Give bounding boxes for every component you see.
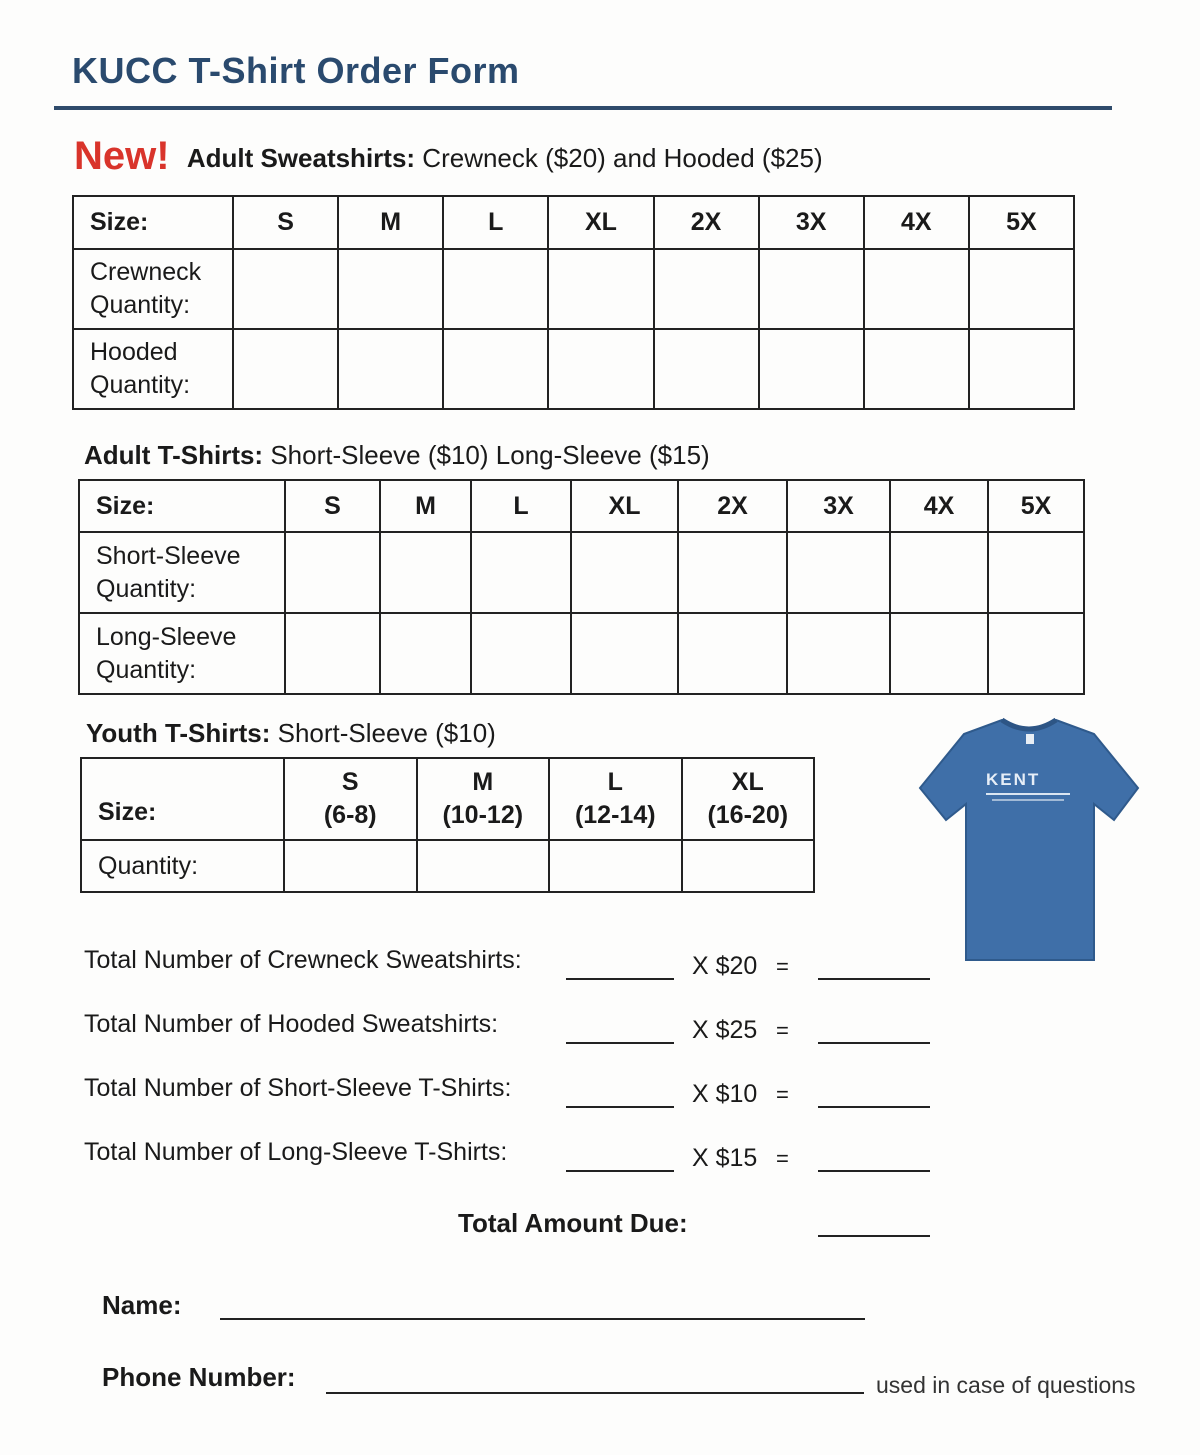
- crewneck-quantity-row: [73, 249, 1074, 329]
- quantity-cell[interactable]: [338, 329, 443, 409]
- subtotal-blank[interactable]: [818, 1042, 930, 1044]
- quantity-cell[interactable]: [759, 249, 864, 329]
- quantity-cell[interactable]: [443, 329, 548, 409]
- unit-price: X $10: [692, 1080, 758, 1108]
- youth-size: XL: [731, 768, 764, 796]
- row-label: [79, 613, 285, 694]
- total-label: Total Number of Long-Sleeve T-Shirts:: [84, 1138, 508, 1166]
- name-label: Name:: [102, 1290, 182, 1320]
- youth-size-header: [549, 758, 682, 840]
- sweatshirts-description: Crewneck ($20) and Hooded ($25): [422, 143, 823, 173]
- size-header: 2X: [654, 196, 759, 249]
- equals-sign: =: [776, 1018, 789, 1043]
- quantity-cell[interactable]: [471, 532, 571, 613]
- equals-sign: =: [776, 954, 789, 979]
- size-header: XL: [548, 196, 653, 249]
- size-label: Size:: [79, 480, 285, 532]
- quantity-cell[interactable]: [380, 613, 471, 694]
- title-divider: [54, 106, 1112, 110]
- row-label-line2: Quantity:: [90, 371, 191, 399]
- shirt-logo-text: KENT: [986, 770, 1041, 789]
- row-label: [73, 249, 233, 329]
- unit-price: X $15: [692, 1144, 758, 1172]
- row-label: [73, 329, 233, 409]
- row-label-line1: Crewneck: [90, 258, 202, 286]
- youth-size-range: (16-20): [707, 801, 789, 829]
- youth-size-range: (12-14): [574, 801, 656, 829]
- total-label: Total Number of Hooded Sweatshirts:: [84, 1010, 499, 1038]
- phone-field[interactable]: [326, 1392, 864, 1394]
- quantity-blank[interactable]: [566, 1106, 674, 1108]
- quantity-cell[interactable]: [969, 329, 1074, 409]
- youth-tshirts-table: [80, 757, 815, 893]
- total-amount-due-label: Total Amount Due:: [458, 1208, 688, 1238]
- quantity-cell[interactable]: [417, 840, 550, 892]
- quantity-cell[interactable]: [787, 613, 890, 694]
- size-header: 3X: [759, 196, 864, 249]
- subtotal-blank[interactable]: [818, 1170, 930, 1172]
- quantity-cell[interactable]: [548, 329, 653, 409]
- quantity-cell[interactable]: [284, 840, 417, 892]
- size-header: S: [285, 480, 380, 532]
- quantity-cell[interactable]: [864, 329, 969, 409]
- equals-sign: =: [776, 1082, 789, 1107]
- youth-tshirts-description: Short-Sleeve ($10): [277, 718, 496, 748]
- quantity-cell[interactable]: [682, 840, 815, 892]
- sweatshirts-heading: [74, 134, 823, 179]
- quantity-cell[interactable]: [759, 329, 864, 409]
- youth-size-range: (6-8): [323, 801, 377, 829]
- row-label-line1: Hooded: [90, 338, 178, 366]
- youth-size-header: [417, 758, 550, 840]
- tshirt-icon: [918, 716, 1140, 964]
- quantity-cell[interactable]: [380, 532, 471, 613]
- long-sleeve-quantity-row: [79, 613, 1084, 694]
- quantity-cell[interactable]: [443, 249, 548, 329]
- row-label-line1: Long-Sleeve: [96, 622, 237, 651]
- size-header: 5X: [969, 196, 1074, 249]
- short-sleeve-quantity-row: [79, 532, 1084, 613]
- youth-size: L: [607, 768, 623, 796]
- sweatshirts-size-row: [73, 196, 1074, 249]
- quantity-blank[interactable]: [566, 1042, 674, 1044]
- youth-size-header: [284, 758, 417, 840]
- size-header: 4X: [890, 480, 988, 532]
- total-row-long-sleeve: [84, 1138, 944, 1178]
- phone-label: Phone Number:: [102, 1362, 296, 1392]
- equals-sign: =: [776, 1146, 789, 1171]
- quantity-cell[interactable]: [678, 613, 787, 694]
- youth-tshirts-heading: [86, 718, 496, 749]
- quantity-cell[interactable]: [787, 532, 890, 613]
- size-header: 3X: [787, 480, 890, 532]
- quantity-cell[interactable]: [338, 249, 443, 329]
- size-header: S: [233, 196, 338, 249]
- total-label: Total Number of Short-Sleeve T-Shirts:: [84, 1074, 512, 1102]
- total-row-hooded: [84, 1010, 944, 1050]
- quantity-cell[interactable]: [890, 613, 988, 694]
- youth-size-range: (10-12): [442, 801, 524, 829]
- quantity-cell[interactable]: [864, 249, 969, 329]
- size-label: Size:: [81, 758, 284, 840]
- adult-size-row: [79, 480, 1084, 532]
- quantity-cell[interactable]: [571, 613, 678, 694]
- adult-tshirts-heading: [84, 440, 710, 471]
- youth-tshirts-heading-label: Youth T-Shirts:: [86, 718, 271, 748]
- size-header: M: [338, 196, 443, 249]
- quantity-cell[interactable]: [969, 249, 1074, 329]
- quantity-cell[interactable]: [890, 532, 988, 613]
- quantity-cell[interactable]: [471, 613, 571, 694]
- new-badge: New!: [74, 134, 170, 178]
- size-header: 2X: [678, 480, 787, 532]
- unit-price: X $20: [692, 952, 758, 980]
- unit-price: X $25: [692, 1016, 758, 1044]
- quantity-blank[interactable]: [566, 978, 674, 980]
- row-label: [79, 532, 285, 613]
- quantity-cell[interactable]: [988, 613, 1084, 694]
- size-header: XL: [571, 480, 678, 532]
- size-header: 5X: [988, 480, 1084, 532]
- youth-quantity-row: [81, 840, 814, 892]
- row-label-line2: Quantity:: [90, 291, 191, 319]
- quantity-cell[interactable]: [233, 249, 338, 329]
- total-label: Total Number of Crewneck Sweatshirts:: [84, 946, 522, 974]
- subtotal-blank[interactable]: [818, 978, 930, 980]
- quantity-cell[interactable]: [571, 532, 678, 613]
- youth-size: M: [472, 768, 494, 796]
- quantity-cell[interactable]: [654, 249, 759, 329]
- size-header: L: [443, 196, 548, 249]
- total-row-crewneck: [84, 946, 944, 986]
- quantity-cell[interactable]: [285, 532, 380, 613]
- size-header: M: [380, 480, 471, 532]
- adult-tshirts-heading-label: Adult T-Shirts:: [84, 440, 264, 470]
- quantity-cell[interactable]: [654, 329, 759, 409]
- subtotal-blank[interactable]: [818, 1106, 930, 1108]
- size-header: L: [471, 480, 571, 532]
- youth-size: S: [341, 768, 359, 796]
- quantity-cell[interactable]: [678, 532, 787, 613]
- quantity-cell[interactable]: [549, 840, 682, 892]
- tshirt-image: [918, 716, 1140, 964]
- quantity-cell[interactable]: [285, 613, 380, 694]
- adult-tshirts-description: Short-Sleeve ($10) Long-Sleeve ($15): [270, 440, 710, 470]
- form-title: KUCC T-Shirt Order Form: [72, 50, 520, 91]
- total-row-short-sleeve: [84, 1074, 944, 1114]
- size-label: Size:: [73, 196, 233, 249]
- quantity-cell[interactable]: [548, 249, 653, 329]
- quantity-cell[interactable]: [233, 329, 338, 409]
- phone-note: used in case of questions: [876, 1372, 1136, 1398]
- row-label-line1: Short-Sleeve: [96, 541, 241, 570]
- sweatshirts-heading-label: Adult Sweatshirts:: [186, 143, 416, 173]
- sweatshirts-table: [72, 195, 1075, 410]
- hooded-quantity-row: [73, 329, 1074, 409]
- adult-tshirts-table: [78, 479, 1085, 695]
- row-label-line2: Quantity:: [96, 574, 197, 603]
- quantity-cell[interactable]: [988, 532, 1084, 613]
- name-field[interactable]: [220, 1318, 865, 1320]
- total-amount-due-blank[interactable]: [818, 1235, 930, 1237]
- row-label-line2: Quantity:: [96, 655, 197, 684]
- size-header: 4X: [864, 196, 969, 249]
- quantity-blank[interactable]: [566, 1170, 674, 1172]
- youth-size-header: [682, 758, 815, 840]
- quantity-label: Quantity:: [81, 840, 284, 892]
- youth-size-row: [81, 758, 814, 840]
